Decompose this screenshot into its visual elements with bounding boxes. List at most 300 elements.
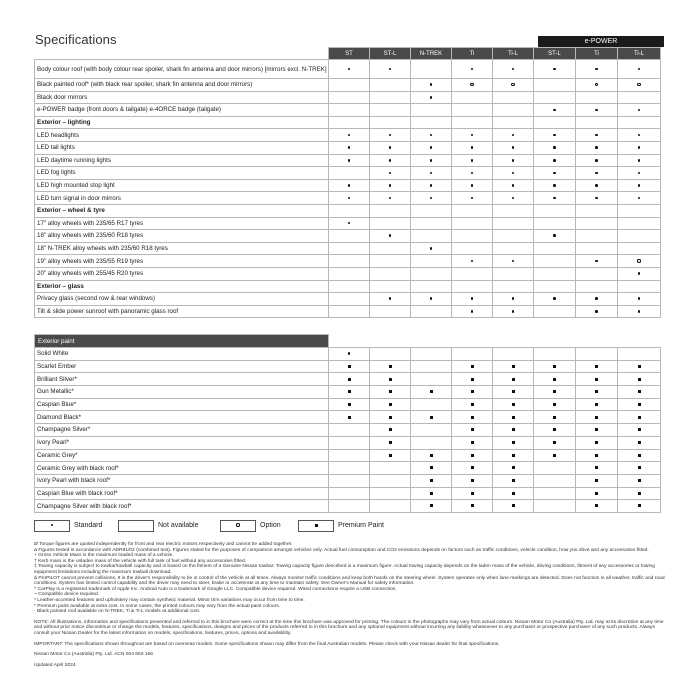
premium-paint-mark xyxy=(348,390,351,393)
availability-cell xyxy=(329,360,370,373)
availability-cell xyxy=(452,167,493,180)
standard-mark xyxy=(553,159,556,162)
availability-cell xyxy=(618,398,661,411)
legal-note: Nissan Motor Co (Australia) Pty. Ltd. ACN 004 663 156 xyxy=(34,652,153,658)
availability-cell xyxy=(576,449,618,462)
availability-cell xyxy=(411,474,452,487)
availability-cell xyxy=(576,91,618,104)
availability-cell xyxy=(576,192,618,205)
availability-cell xyxy=(618,411,661,424)
paint-name: Ivory Pearl* xyxy=(35,436,329,449)
availability-cell xyxy=(329,217,370,230)
legend-swatch xyxy=(118,520,154,532)
standard-mark xyxy=(471,310,474,313)
premium-paint-mark xyxy=(595,403,598,406)
paint-row xyxy=(35,487,661,500)
paint-name: Brilliant Silver* xyxy=(35,373,329,386)
availability-cell xyxy=(329,424,370,437)
table-row xyxy=(35,267,661,280)
availability-cell xyxy=(411,348,452,361)
availability-cell xyxy=(370,192,411,205)
availability-cell xyxy=(370,230,411,243)
availability-cell xyxy=(452,217,493,230)
availability-cell xyxy=(411,386,452,399)
premium-paint-mark xyxy=(638,504,641,507)
paint-name: Ceramic Grey* xyxy=(35,449,329,462)
standard-mark xyxy=(553,146,556,149)
legend-label: Not available xyxy=(158,522,199,529)
availability-cell xyxy=(618,462,661,475)
option-mark xyxy=(511,83,514,86)
availability-cell xyxy=(452,154,493,167)
paint-row xyxy=(35,474,661,487)
availability-cell xyxy=(370,449,411,462)
availability-cell xyxy=(493,348,534,361)
option-mark xyxy=(595,83,598,86)
standard-mark xyxy=(595,310,598,313)
availability-cell xyxy=(493,449,534,462)
availability-cell xyxy=(411,360,452,373)
availability-cell xyxy=(576,79,618,92)
availability-cell xyxy=(576,293,618,306)
availability-cell xyxy=(493,104,534,117)
paint-name: Diamond Black* xyxy=(35,411,329,424)
availability-cell xyxy=(411,217,452,230)
availability-cell xyxy=(370,129,411,142)
availability-cell xyxy=(534,424,576,437)
availability-cell xyxy=(493,398,534,411)
option-mark xyxy=(637,83,640,86)
availability-cell xyxy=(452,424,493,437)
premium-paint-mark xyxy=(553,403,556,406)
premium-paint-mark xyxy=(471,492,474,495)
premium-paint-mark xyxy=(553,454,556,457)
section-row xyxy=(35,204,661,217)
standard-mark xyxy=(512,134,515,137)
availability-cell xyxy=(576,179,618,192)
premium-paint-mark xyxy=(595,454,598,457)
availability-cell xyxy=(493,487,534,500)
premium-paint-mark xyxy=(512,454,515,457)
availability-cell xyxy=(411,424,452,437)
paint-name: Scarlet Ember xyxy=(35,360,329,373)
footnote: ‡ Towing capacity is subject to towbar/towball capacity and is based on the fitment of a Genuine Nissan towbar. Towing capacity figure described is a maximum figure. Actual towing capacity depends on the laden mass of the vehicle, driving conditions, fitment of any accessories or towing equipment limitations including the maximum towball download. xyxy=(34,564,655,575)
standard-mark xyxy=(553,172,556,175)
paint-row xyxy=(35,436,661,449)
standard-mark xyxy=(430,247,433,250)
standard-mark xyxy=(51,524,54,527)
availability-cell xyxy=(493,179,534,192)
footnote: Ø Torque figures are quoted independently for front and rear electric motors respectively and cannot be added together. xyxy=(34,542,293,547)
availability-cell xyxy=(411,462,452,475)
standard-mark xyxy=(638,197,641,200)
availability-cell xyxy=(329,79,370,92)
availability-cell xyxy=(618,348,661,361)
availability-cell xyxy=(493,411,534,424)
legal-note: NOTE: All illustrations, information and specifications presented and referred to in this brochure were correct at the time this brochure was approved for printing. The colours in the photographs may vary from actual colours. Nissan Motor Co (Australia) Pty. Ltd. may at its discretion at any time and without prior notice discontinue or change the models, features, specifications, designs and prices of the products referred to in this brochure and any optional equipment without incurring any liability whatsoever to any purchaser or prospective purchaser of any such products. Always consult your Nissan Dealer for the latest information on models, specifications, features, prices, options and availability. xyxy=(34,619,664,636)
availability-cell xyxy=(534,500,576,513)
premium-paint-mark xyxy=(430,504,433,507)
premium-paint-mark xyxy=(430,454,433,457)
premium-paint-mark xyxy=(553,416,556,419)
premium-paint-mark xyxy=(471,428,474,431)
table-row xyxy=(35,141,661,154)
availability-cell xyxy=(329,411,370,424)
premium-paint-mark xyxy=(638,416,641,419)
premium-paint-mark xyxy=(348,403,351,406)
availability-cell xyxy=(411,91,452,104)
standard-mark xyxy=(471,134,474,137)
standard-mark xyxy=(512,184,515,187)
availability-cell xyxy=(493,474,534,487)
availability-cell xyxy=(493,129,534,142)
standard-mark xyxy=(389,184,392,187)
availability-cell xyxy=(534,192,576,205)
availability-cell xyxy=(618,141,661,154)
premium-paint-mark xyxy=(595,428,598,431)
standard-mark xyxy=(553,134,556,137)
standard-mark xyxy=(430,96,433,99)
availability-cell xyxy=(618,79,661,92)
availability-cell xyxy=(452,398,493,411)
availability-cell xyxy=(576,305,618,318)
availability-cell xyxy=(618,424,661,437)
premium-paint-mark xyxy=(512,390,515,393)
legend-swatch xyxy=(220,520,256,532)
availability-cell xyxy=(493,386,534,399)
availability-cell xyxy=(411,267,452,280)
standard-mark xyxy=(553,234,556,237)
premium-paint-mark xyxy=(471,441,474,444)
paint-row xyxy=(35,449,661,462)
availability-cell xyxy=(618,305,661,318)
availability-cell xyxy=(329,104,370,117)
availability-cell xyxy=(618,373,661,386)
standard-mark xyxy=(638,272,641,275)
standard-mark xyxy=(553,184,556,187)
column-header: N-TREK xyxy=(411,48,452,60)
feature-label: 18" alloy wheels with 235/60 R18 tyres xyxy=(35,230,329,243)
availability-cell xyxy=(618,436,661,449)
paint-row xyxy=(35,500,661,513)
spec-table xyxy=(34,47,661,318)
availability-cell xyxy=(493,217,534,230)
premium-paint-mark xyxy=(315,524,318,527)
standard-mark xyxy=(638,68,641,71)
availability-cell xyxy=(452,386,493,399)
premium-paint-mark xyxy=(389,365,392,368)
availability-cell xyxy=(534,449,576,462)
availability-cell xyxy=(452,79,493,92)
section-heading: Exterior – glass xyxy=(35,280,329,293)
availability-cell xyxy=(534,104,576,117)
premium-paint-mark xyxy=(553,378,556,381)
availability-cell xyxy=(618,192,661,205)
availability-cell xyxy=(452,500,493,513)
availability-cell xyxy=(534,462,576,475)
availability-cell xyxy=(493,305,534,318)
standard-mark xyxy=(471,68,474,71)
standard-mark xyxy=(512,197,515,200)
column-header: Ti xyxy=(576,48,618,60)
premium-paint-mark xyxy=(512,466,515,469)
availability-cell xyxy=(618,267,661,280)
feature-label: 20" alloy wheels with 255/45 R20 tyres xyxy=(35,267,329,280)
availability-cell xyxy=(534,436,576,449)
table-row xyxy=(35,60,661,79)
legend-label: Premium Paint xyxy=(338,522,384,529)
availability-cell xyxy=(534,305,576,318)
availability-cell xyxy=(370,154,411,167)
standard-mark xyxy=(348,184,351,187)
availability-cell xyxy=(411,141,452,154)
column-header: ST-L xyxy=(370,48,411,60)
paint-table xyxy=(34,334,661,513)
availability-cell xyxy=(618,60,661,79)
availability-cell xyxy=(534,79,576,92)
availability-cell xyxy=(576,411,618,424)
spec-header-row xyxy=(35,48,661,60)
availability-cell xyxy=(329,436,370,449)
availability-cell xyxy=(576,360,618,373)
premium-paint-mark xyxy=(638,378,641,381)
availability-cell xyxy=(452,141,493,154)
table-row xyxy=(35,255,661,268)
availability-cell xyxy=(576,424,618,437)
availability-cell xyxy=(411,293,452,306)
availability-cell xyxy=(329,487,370,500)
availability-cell xyxy=(493,60,534,79)
availability-cell xyxy=(411,411,452,424)
standard-mark xyxy=(430,159,433,162)
standard-mark xyxy=(638,172,641,175)
premium-paint-mark xyxy=(553,390,556,393)
standard-mark xyxy=(430,83,433,86)
premium-paint-mark xyxy=(512,416,515,419)
footnote: * Premium paint available at extra cost. In some cases, the printed colours may vary from the actual paint colours. xyxy=(34,603,281,609)
availability-cell xyxy=(618,242,661,255)
availability-cell xyxy=(452,104,493,117)
availability-cell xyxy=(370,305,411,318)
availability-cell xyxy=(370,167,411,180)
legal-note: Updated April 2024. xyxy=(34,662,77,668)
feature-label: Tilt & slide power sunroof with panoramic glass roof xyxy=(35,305,329,318)
availability-cell xyxy=(370,386,411,399)
standard-mark xyxy=(471,159,474,162)
availability-cell xyxy=(576,386,618,399)
premium-paint-mark xyxy=(471,466,474,469)
premium-paint-mark xyxy=(595,416,598,419)
availability-cell xyxy=(329,141,370,154)
standard-mark xyxy=(595,197,598,200)
availability-cell xyxy=(534,348,576,361)
standard-mark xyxy=(348,197,351,200)
availability-cell xyxy=(411,373,452,386)
footnote: ∆ ProPILOT cannot prevent collisions. It is the driver's responsibility to be in control of the vehicle at all times. Always monitor traffic conditions and keep both hands on the steering wheel. System operates only when lane markings are detected. Does not function in all weather, traffic and road conditions. System has limited control capability and the driver may need to steer, brake or accelerate at any time to maintain safety. See Owner's Manual for safety information. xyxy=(34,575,665,587)
premium-paint-mark xyxy=(638,466,641,469)
availability-cell xyxy=(329,129,370,142)
availability-cell xyxy=(411,179,452,192)
availability-cell xyxy=(534,141,576,154)
paint-name: Caspian Blue* xyxy=(35,398,329,411)
availability-cell xyxy=(534,91,576,104)
availability-cell xyxy=(329,255,370,268)
footnote: + Gross Vehicle Mass is the maximum loaded mass of a vehicle. xyxy=(34,553,174,559)
availability-cell xyxy=(576,104,618,117)
page-title: Specifications xyxy=(35,32,117,47)
availability-cell xyxy=(370,179,411,192)
standard-mark xyxy=(430,146,433,149)
availability-cell xyxy=(618,500,661,513)
availability-cell xyxy=(452,474,493,487)
availability-cell xyxy=(534,255,576,268)
table-row xyxy=(35,192,661,205)
column-header: Ti xyxy=(452,48,493,60)
standard-mark xyxy=(389,159,392,162)
premium-paint-mark xyxy=(638,441,641,444)
standard-mark xyxy=(638,310,641,313)
standard-mark xyxy=(471,146,474,149)
availability-cell xyxy=(370,360,411,373)
availability-cell xyxy=(452,373,493,386)
availability-cell xyxy=(576,230,618,243)
availability-cell xyxy=(576,500,618,513)
availability-cell xyxy=(534,474,576,487)
availability-cell xyxy=(370,436,411,449)
feature-label: 19" alloy wheels with 235/55 R19 tyres xyxy=(35,255,329,268)
availability-cell xyxy=(370,474,411,487)
standard-mark xyxy=(595,68,598,71)
availability-cell xyxy=(329,242,370,255)
availability-cell xyxy=(329,474,370,487)
availability-cell xyxy=(452,255,493,268)
premium-paint-mark xyxy=(348,416,351,419)
availability-cell xyxy=(534,398,576,411)
premium-paint-mark xyxy=(512,492,515,495)
availability-cell xyxy=(411,79,452,92)
availability-cell xyxy=(452,293,493,306)
availability-cell xyxy=(576,60,618,79)
paint-name: Ivory Pearl with black roof* xyxy=(35,474,329,487)
availability-cell xyxy=(618,474,661,487)
standard-mark xyxy=(595,109,598,112)
availability-cell xyxy=(452,348,493,361)
paint-row xyxy=(35,398,661,411)
table-row xyxy=(35,79,661,92)
standard-mark xyxy=(389,68,392,71)
table-row xyxy=(35,242,661,255)
availability-cell xyxy=(576,141,618,154)
premium-paint-mark xyxy=(512,378,515,381)
paint-name: Champagne Silver* xyxy=(35,424,329,437)
premium-paint-mark xyxy=(595,441,598,444)
availability-cell xyxy=(618,91,661,104)
availability-cell xyxy=(493,360,534,373)
availability-cell xyxy=(411,449,452,462)
availability-cell xyxy=(411,167,452,180)
availability-cell xyxy=(411,305,452,318)
table-row xyxy=(35,129,661,142)
column-header: ST-L xyxy=(534,48,576,60)
standard-mark xyxy=(512,68,515,71)
premium-paint-mark xyxy=(389,378,392,381)
availability-cell xyxy=(452,436,493,449)
standard-mark xyxy=(471,172,474,175)
availability-cell xyxy=(534,154,576,167)
standard-mark xyxy=(389,172,392,175)
premium-paint-mark xyxy=(430,479,433,482)
availability-cell xyxy=(576,398,618,411)
premium-paint-mark xyxy=(512,365,515,368)
table-row xyxy=(35,179,661,192)
availability-cell xyxy=(411,242,452,255)
availability-cell xyxy=(452,129,493,142)
availability-cell xyxy=(493,500,534,513)
footnote: Δ Figures tested in accordance with ADR81/02 (combined test). Figures stated for the purposes of comparison amongst vehicles only. Actual fuel consumption and CO2 emissions depends on factors such as traffic conditions, vehicle condition, how you drive and any accessories fitted. xyxy=(34,547,649,553)
table-row xyxy=(35,230,661,243)
standard-mark xyxy=(389,134,392,137)
availability-cell xyxy=(618,386,661,399)
availability-cell xyxy=(411,255,452,268)
premium-paint-mark xyxy=(638,365,641,368)
legal-note: IMPORTANT: The specifications shown throughout are based on overseas models. Some specifications shown may differ from the final Australian models. Please check with your Nissan dealer for final specifications. xyxy=(34,641,500,647)
standard-mark xyxy=(389,234,392,237)
availability-cell xyxy=(493,167,534,180)
paint-section-header: Exterior paint xyxy=(35,335,329,348)
availability-cell xyxy=(411,487,452,500)
availability-cell xyxy=(452,411,493,424)
availability-cell xyxy=(576,255,618,268)
premium-paint-mark xyxy=(471,504,474,507)
availability-cell xyxy=(370,373,411,386)
premium-paint-mark xyxy=(471,390,474,393)
availability-cell xyxy=(534,242,576,255)
availability-cell xyxy=(534,217,576,230)
column-header: ST xyxy=(329,48,370,60)
feature-label: 17" alloy wheels with 235/65 R17 tyres xyxy=(35,217,329,230)
availability-cell xyxy=(411,230,452,243)
availability-cell xyxy=(534,167,576,180)
availability-cell xyxy=(534,293,576,306)
availability-cell xyxy=(452,179,493,192)
footnote: † Kerb mass is the unladen mass of the vehicle with full tank of fuel without any accessories fitted. xyxy=(34,558,247,564)
premium-paint-mark xyxy=(471,365,474,368)
availability-cell xyxy=(329,305,370,318)
availability-cell xyxy=(618,129,661,142)
availability-cell xyxy=(618,293,661,306)
premium-paint-mark xyxy=(389,416,392,419)
standard-mark xyxy=(430,297,433,300)
premium-paint-mark xyxy=(430,390,433,393)
standard-mark xyxy=(553,197,556,200)
availability-cell xyxy=(370,217,411,230)
paint-name: Caspian Blue with black roof* xyxy=(35,487,329,500)
standard-mark xyxy=(512,146,515,149)
availability-cell xyxy=(329,373,370,386)
footnote: ~ Compatible device required. xyxy=(34,592,100,598)
standard-mark xyxy=(348,68,351,71)
availability-cell xyxy=(411,436,452,449)
premium-paint-mark xyxy=(638,403,641,406)
table-row xyxy=(35,91,661,104)
section-heading: Exterior – wheel & tyre xyxy=(35,204,329,217)
legend-label: Standard xyxy=(74,522,103,529)
availability-cell xyxy=(370,424,411,437)
premium-paint-mark xyxy=(638,390,641,393)
availability-cell xyxy=(576,487,618,500)
availability-cell xyxy=(370,398,411,411)
standard-mark xyxy=(512,310,515,313)
